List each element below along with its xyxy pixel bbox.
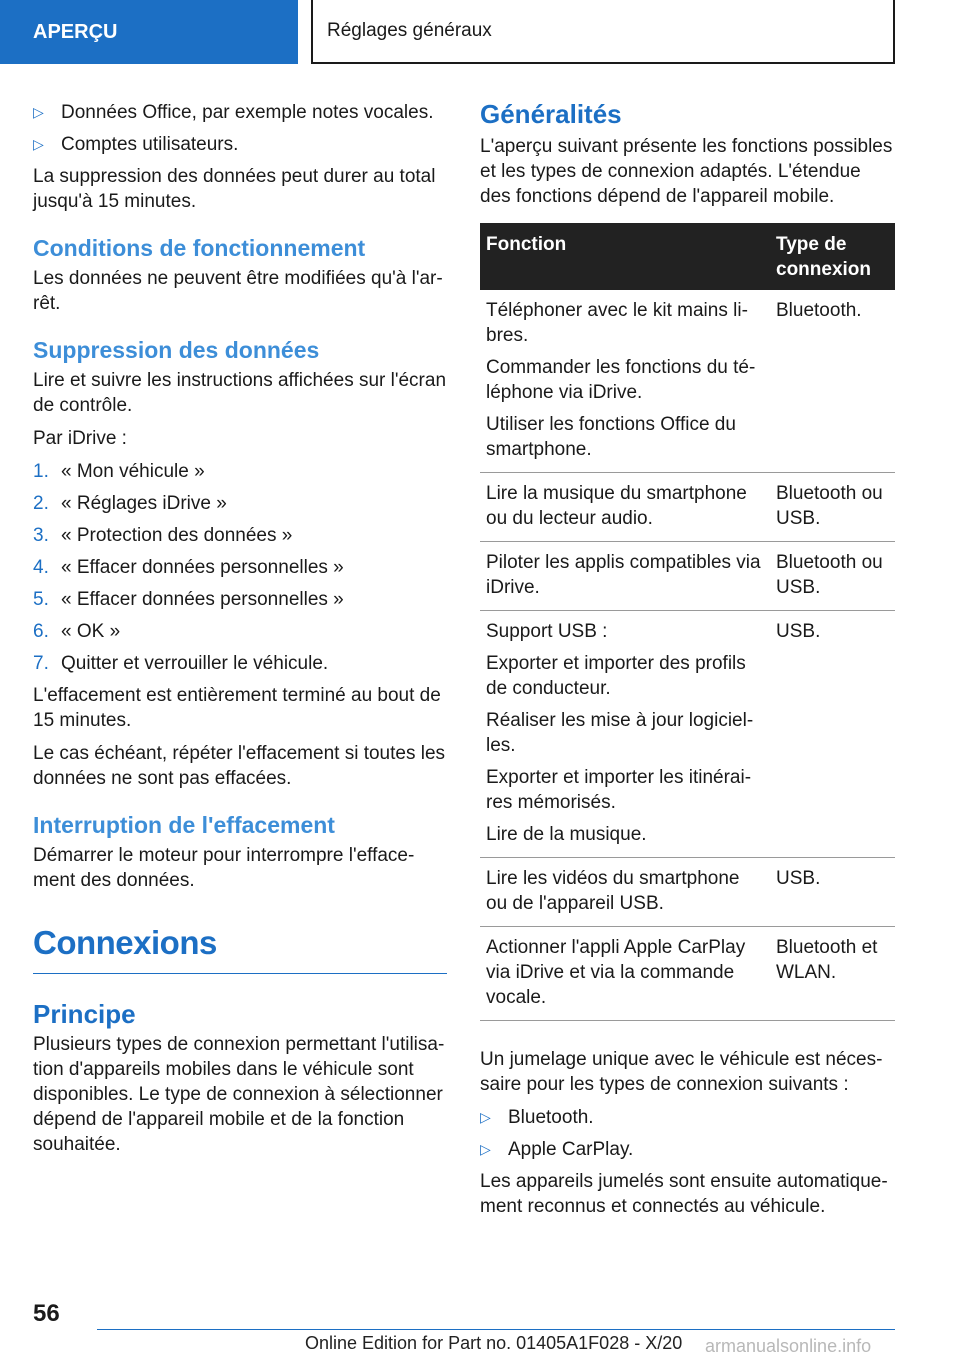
- page-number: 56: [33, 1300, 60, 1327]
- list-item-text: Bluetooth.: [508, 1107, 594, 1128]
- list-item-text: Données Office, par exemple notes vocales.: [61, 102, 434, 123]
- cell-fonction: [480, 290, 770, 473]
- footer-edition: Online Edition for Part no. 01405A1F028 - X/20: [305, 1333, 683, 1353]
- step-item: [33, 459, 447, 484]
- step-item: [33, 523, 447, 548]
- heading-conditions: Conditions de fonctionnement: [33, 235, 366, 261]
- cell-line: Commander les fonctions du téléphone via iDrive.: [486, 357, 756, 403]
- triangle-bullet-icon: ▷: [33, 104, 44, 120]
- list-item: [33, 100, 447, 125]
- list-item-text: Apple CarPlay.: [508, 1139, 634, 1160]
- cell-line: Utiliser les fonctions Office du smartphone.: [486, 414, 736, 460]
- cell-line: Lire les vidéos du smartphone ou de l'appareil USB.: [486, 868, 740, 914]
- connection-table: [480, 223, 895, 1021]
- step-number: 4.: [33, 557, 49, 578]
- heading-suppression: Suppression des données: [33, 337, 320, 363]
- bullet-list-pairing: [480, 1105, 895, 1162]
- paragraph-auto: Les appareils jumelés sont ensuite automatiquement reconnus et connectés au véhicule.: [480, 1171, 888, 1217]
- list-item: [480, 1105, 895, 1130]
- step-item: [33, 491, 447, 516]
- table-row: [480, 927, 895, 1021]
- footer-watermark: armanualsonline.info: [705, 1336, 872, 1356]
- paragraph-conditions: Les données ne peuvent être modifiées qu'à l'arrêt.: [33, 268, 443, 314]
- cell-line: Exporter et importer les itinéraires mémorisés.: [486, 767, 752, 813]
- step-text: « Effacer données personnelles »: [61, 557, 344, 578]
- step-text: « Réglages iDrive »: [61, 493, 227, 514]
- step-text: Quitter et verrouiller le véhicule.: [61, 653, 329, 674]
- table-header-row: [480, 223, 895, 290]
- cell-fonction: [480, 858, 770, 927]
- step-text: « Effacer données personnelles »: [61, 589, 344, 610]
- cell-line: Lire de la musique.: [486, 824, 647, 845]
- paragraph-complete: L'effacement est entièrement terminé au bout de 15 minutes.: [33, 685, 441, 731]
- paragraph-duration: La suppression des données peut durer au total jusqu'à 15 minutes.: [33, 166, 436, 212]
- cell-fonction: [480, 473, 770, 542]
- table-body: [480, 290, 895, 1021]
- list-item: [480, 1137, 895, 1162]
- step-item: [33, 619, 447, 644]
- step-text: « OK »: [61, 621, 121, 642]
- paragraph-intro: L'aperçu suivant présente les fonctions possibles et les types de connexion adaptés. L'étendue des fonctions dépend de l'appareil mobile.: [480, 136, 893, 207]
- table-row: [480, 611, 895, 858]
- cell-line: Téléphoner avec le kit mains libres.: [486, 300, 748, 346]
- cell-line: Piloter les applis compatibles via iDrive.: [486, 552, 761, 598]
- heading-rule: [33, 973, 447, 974]
- step-number: 7.: [33, 653, 49, 674]
- heading-principe: Principe: [33, 999, 136, 1029]
- paragraph-instructions: Lire et suivre les instructions affichées sur l'écran de contrôle.: [33, 370, 447, 416]
- cell-connexion: Bluetooth ou USB.: [770, 542, 895, 611]
- cell-line: Exporter et importer des profils de conducteur.: [486, 653, 746, 699]
- paragraph-repeat: Le cas échéant, répéter l'effacement si toutes les données ne sont pas effacées.: [33, 743, 446, 789]
- header-tab-label: APERÇU: [33, 20, 118, 43]
- step-number: 2.: [33, 493, 49, 514]
- triangle-bullet-icon: ▷: [480, 1141, 491, 1157]
- table-row: [480, 858, 895, 927]
- triangle-bullet-icon: ▷: [480, 1109, 491, 1125]
- list-item-text: Comptes utilisateurs.: [61, 134, 239, 155]
- column-header-fonction: Fonction: [480, 223, 770, 290]
- step-number: 1.: [33, 461, 49, 482]
- cell-fonction: [480, 927, 770, 1021]
- step-number: 5.: [33, 589, 49, 610]
- step-number: 6.: [33, 621, 49, 642]
- triangle-bullet-icon: ▷: [33, 136, 44, 152]
- footer-rule: [97, 1329, 895, 1330]
- cell-connexion: USB.: [770, 611, 895, 858]
- cell-fonction: [480, 611, 770, 858]
- paragraph-pairing: Un jumelage unique avec le véhicule est nécessaire pour les types de connexion suivants :: [480, 1049, 883, 1095]
- step-item: [33, 587, 447, 612]
- heading-generalites: Généralités: [480, 99, 622, 129]
- step-item: [33, 651, 447, 676]
- step-text: « Protection des données »: [61, 525, 293, 546]
- paragraph-principe: Plusieurs types de connexion permettant l'utilisation d'appareils mobiles dans le véhicule sont disponibles. Le type de connexion à sélectionner dépend de l'appareil mobile et de la fonction souhaitée.: [33, 1034, 445, 1155]
- cell-fonction: [480, 542, 770, 611]
- step-text: « Mon véhicule »: [61, 461, 205, 482]
- step-number: 3.: [33, 525, 49, 546]
- cell-connexion: USB.: [770, 858, 895, 927]
- cell-connexion: Bluetooth ou USB.: [770, 473, 895, 542]
- cell-line: Lire la musique du smartphone ou du lecteur audio.: [486, 483, 747, 529]
- list-item: [33, 132, 447, 157]
- table-row: [480, 290, 895, 473]
- table-row: [480, 542, 895, 611]
- paragraph-idrive: Par iDrive :: [33, 428, 127, 449]
- heading-connexions: Connexions: [33, 924, 217, 961]
- table-row: [480, 473, 895, 542]
- heading-interruption: Interruption de l'effacement: [33, 812, 335, 838]
- right-column: [480, 100, 895, 1219]
- steps-list: [33, 459, 447, 676]
- cell-line: Actionner l'appli Apple CarPlay via iDrive et via la commande vocale.: [486, 937, 746, 1008]
- header-section-title: [311, 0, 895, 64]
- column-header-connexion: Type de connexion: [770, 223, 895, 290]
- cell-line: Réaliser les mise à jour logicielles.: [486, 710, 754, 756]
- bullet-list-office: [33, 100, 447, 157]
- header-tab: [0, 0, 298, 64]
- paragraph-interruption: Démarrer le moteur pour interrompre l'effacement des données.: [33, 845, 415, 891]
- step-item: [33, 555, 447, 580]
- cell-line: Support USB :: [486, 621, 608, 642]
- left-column: [33, 100, 447, 1157]
- cell-connexion: Bluetooth et WLAN.: [770, 927, 895, 1021]
- cell-connexion: Bluetooth.: [770, 290, 895, 473]
- header-section-label: Réglages généraux: [327, 20, 492, 41]
